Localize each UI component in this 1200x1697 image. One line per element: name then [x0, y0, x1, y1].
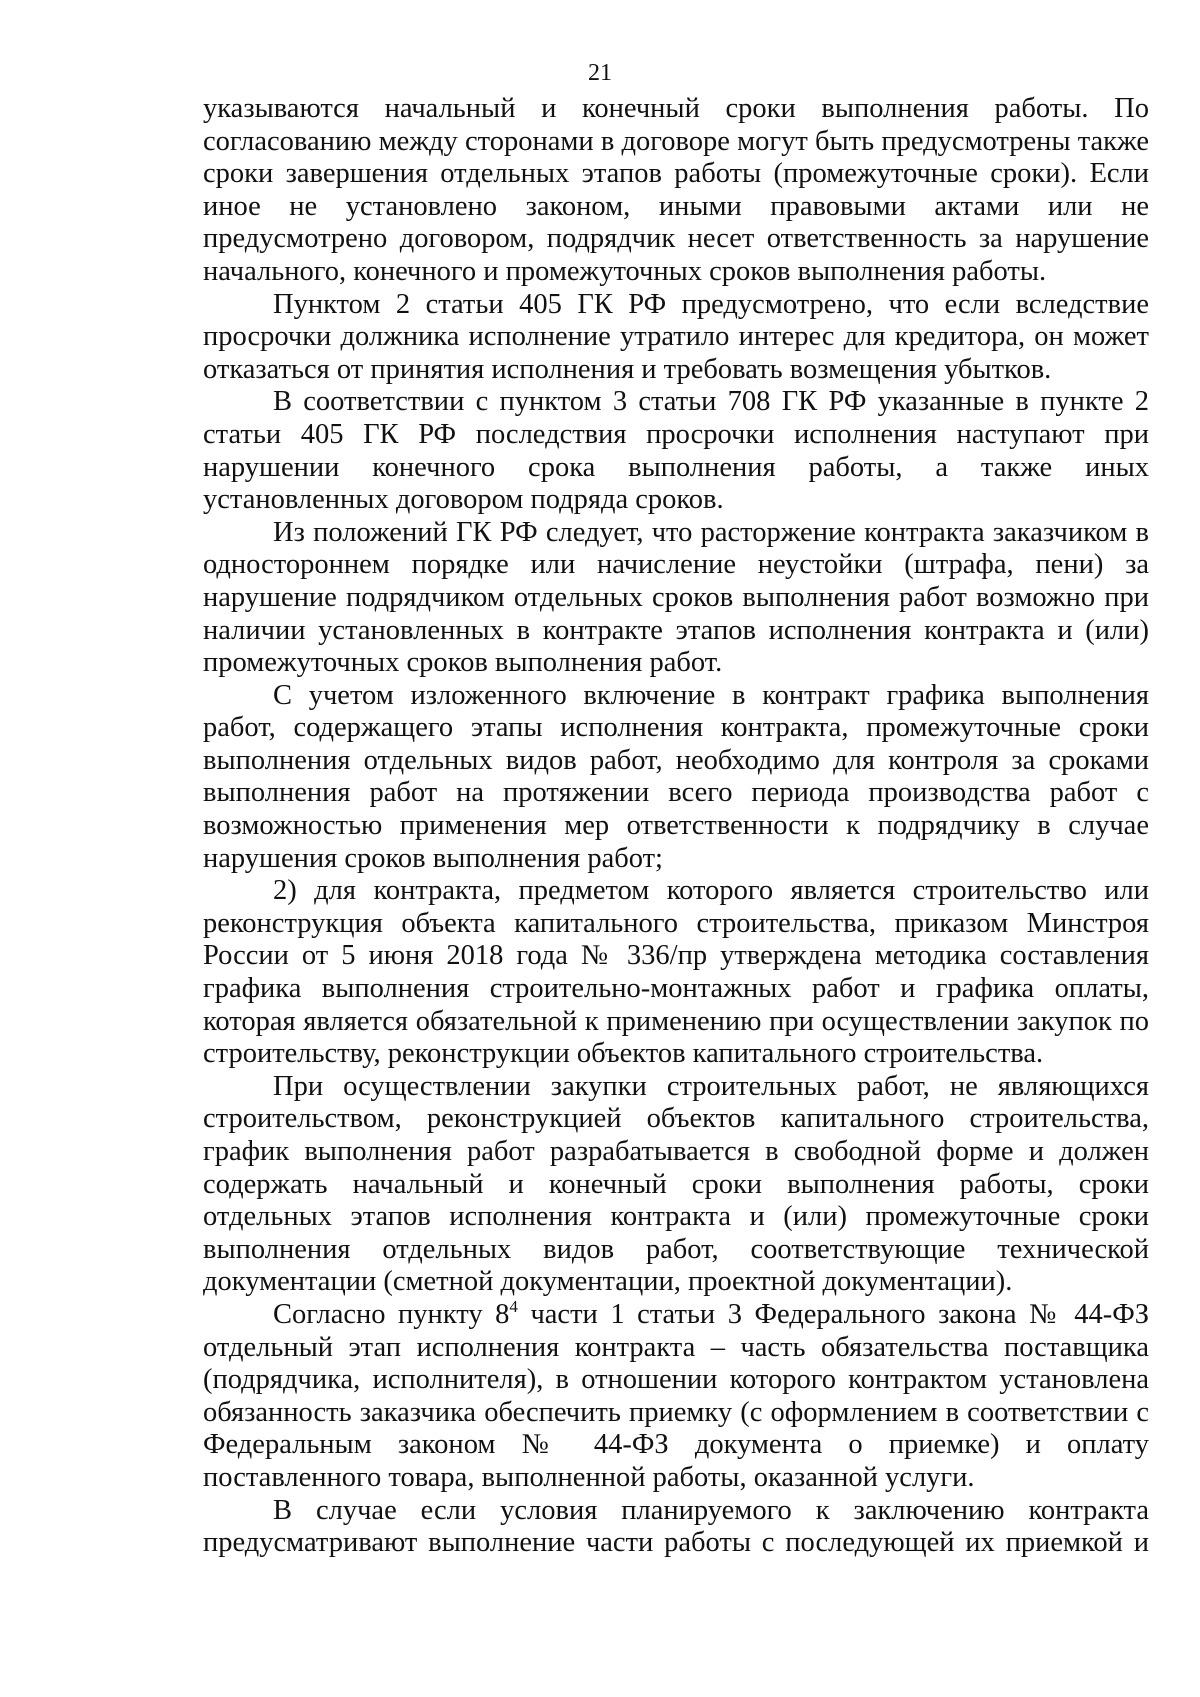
paragraph-minstroy-order: 2) для контракта, предметом которого является строительство или реконструкция объекта капитального строительства, приказом Минстроя России от 5 июня 2018 года № 336/пр утверждена методика составления графика выполнения строительно-монтажных работ и графика оплаты, которая является обязательной к применению при осуществлении закупок по строительству, реконструкции объектов капитального строительства. — [203, 875, 1149, 1070]
paragraph-article-405: Пунктом 2 статьи 405 ГК РФ предусмотрено, что если вследствие просрочки должника исполнение утратило интерес для кредитора, он может отказаться от принятия исполнения и требовать возмещения убытков. — [203, 288, 1149, 385]
federal-law-text-after: части 1 статьи 3 Федерального закона № 44-ФЗ отдельный этап исполнения контракта – часть обязательства поставщика (подрядчика, исполнителя), в отношении которого контрактом установлена обязанность заказчика обеспечить приемку (с оформлением в соответствии с Федеральным законом № 44-ФЗ документа о приемке) и оплату поставленного товара, выполненной работы, оказанной услуги. — [203, 1298, 1149, 1493]
footnote-superscript: 4 — [509, 1296, 518, 1316]
page-number: 21 — [588, 60, 612, 86]
paragraph-federal-law-44 — [203, 1296, 1149, 1495]
paragraph-work-schedule: С учетом изложенного включение в контракт графика выполнения работ, содержащего этапы исполнения контракта, промежуточные сроки выполнения отдельных видов работ, необходимо для контроля за сроками выполнения работ на протяжении всего периода производства работ с возможностью применения мер ответственности к подрядчику в случае нарушения сроков выполнения работ; — [203, 679, 1149, 874]
paragraph-construction-works: При осуществлении закупки строительных работ, не являющихся строительством, реконструкцией объектов капитального строительства, график выполнения работ разрабатывается в свободной форме и должен содержать начальный и конечный сроки выполнения работы, сроки отдельных этапов исполнения контракта и (или) промежуточные сроки выполнения отдельных видов работ, соответствующие технической документации (сметной документации, проектной документации). — [203, 1070, 1149, 1298]
federal-law-text-before: Согласно пункту 8 — [273, 1298, 510, 1330]
paragraph-planned-contract: В случае если условия планируемого к заключению контракта предусматривают выполнение части работы с последующей их приемкой и — [203, 1494, 1149, 1559]
paragraph-civil-code-provisions: Из положений ГК РФ следует, что расторжение контракта заказчиком в одностороннем порядке или начисление неустойки (штрафа, пени) за нарушение подрядчиком отдельных сроков выполнения работ возможно при наличии установленных в контракте этапов исполнения контракта и (или) промежуточных сроков выполнения работ. — [203, 516, 1149, 679]
document-body — [203, 93, 1149, 1560]
paragraph-article-708: В соответствии с пунктом 3 статьи 708 ГК РФ указанные в пункте 2 статьи 405 ГК РФ последствия просрочки исполнения наступают при нарушении конечного срока выполнения работы, а также иных установленных договором подряда сроков. — [203, 386, 1149, 516]
paragraph-continuation: указываются начальный и конечный сроки выполнения работы. По согласованию между сторонами в договоре могут быть предусмотрены также сроки завершения отдельных этапов работы (промежуточные сроки). Если иное не установлено законом, иными правовыми актами или не предусмотрено договором, подрядчик несет ответственность за нарушение начального, конечного и промежуточных сроков выполнения работы. — [203, 93, 1149, 287]
